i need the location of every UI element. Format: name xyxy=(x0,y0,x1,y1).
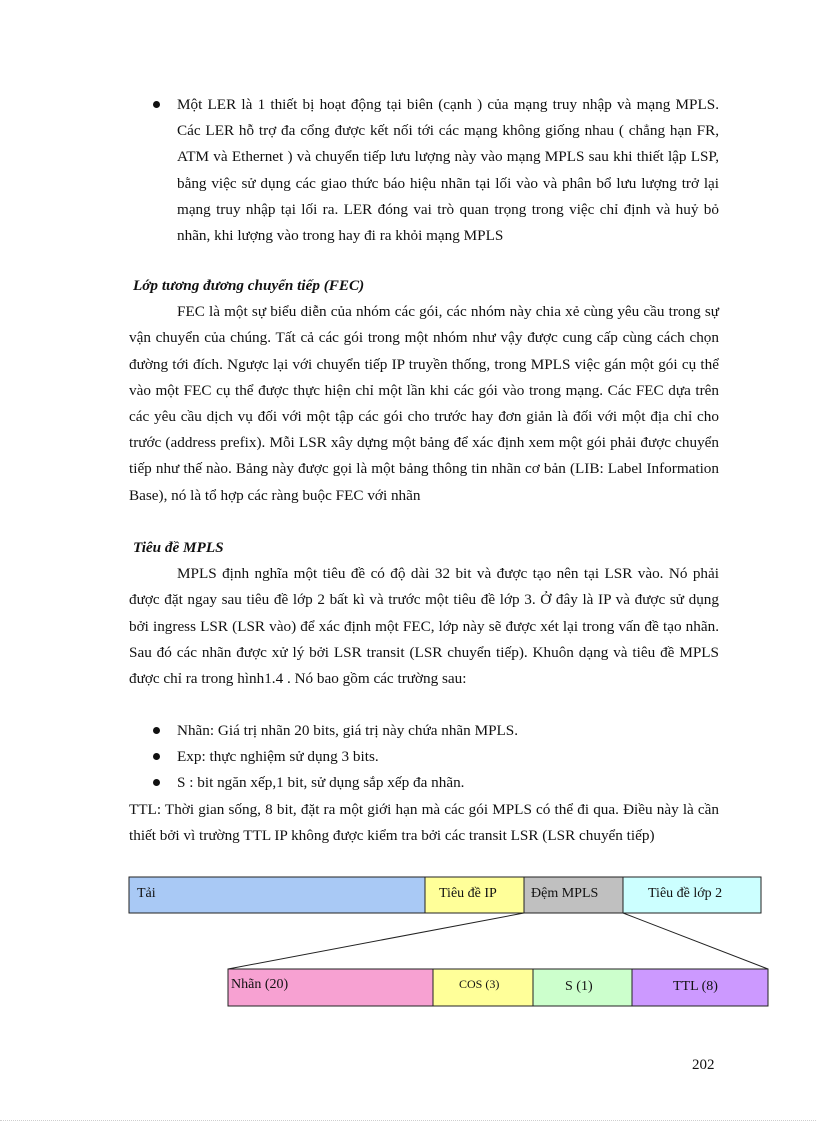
s-field-label: S (1) xyxy=(565,979,593,994)
field-bullet-text: S : bit ngăn xếp,1 bit, sử dụng sắp xếp đa nhãn. xyxy=(177,774,465,792)
ler-bullet-text: Một LER là 1 thiết bị hoạt động tại biên (cạnh ) của mạng truy nhập và mạng MPLS. Các LER hỗ trợ đa cổng được kết nối tới các mạng không giống nhau ( chẳng hạn FR, ATM và Ethernet ) và chuyển tiếp lưu lượng này vào mạng MPLS sau khi thiết lập LSP, bằng việc sử dụng các giao thức báo hiệu nhãn tại lối vào và phân bổ lưu lượng trở lại mạng truy nhập tại lối ra. LER đóng vai trò quan trọng trong việc chỉ định và huỷ bỏ nhãn, khi lượng vào trong hay đi ra khỏi mạng MPLS xyxy=(177,96,719,245)
mpls-paragraph: MPLS định nghĩa một tiêu đề có độ dài 32 bit và được tạo nên tại LSR vào. Nó phải được đặt ngay sau tiêu đề lớp 2 bất kì và trước một tiêu đề lớp 3. Ở đây là IP và được sử dụng bởi ingress LSR (LSR vào) để xác định một FEC, lớp này sẽ được xét lại trong vấn đề tạo nhãn. Sau đó các nhãn được xử lý bởi LSR transit (LSR chuyển tiếp). Khuôn dạng và tiêu đề MPLS được chỉ ra trong hình1.4 . Nó bao gồm các trường sau: xyxy=(129,565,719,688)
packet-row xyxy=(129,877,761,913)
ttl-field-label: TTL (8) xyxy=(673,979,718,994)
cos-field-label: COS (3) xyxy=(459,977,500,991)
footer-divider xyxy=(0,1120,816,1121)
payload-label: Tải xyxy=(137,886,156,901)
page-number: 202 xyxy=(692,1057,715,1073)
field-bullet-text: Nhãn: Giá trị nhãn 20 bits, giá trị này chứa nhãn MPLS. xyxy=(177,722,519,739)
expand-line-right xyxy=(623,913,768,969)
payload-box xyxy=(129,877,425,913)
mpls-heading: Tiêu đề MPLS xyxy=(133,539,224,556)
ip-header-label: Tiêu đề IP xyxy=(439,886,497,901)
fec-paragraph: FEC là một sự biểu diễn của nhóm các gói, các nhóm này chia xẻ cùng yêu cầu trong sự vận chuyển của chúng. Tất cả các gói trong một nhóm như vậy được cung cấp cùng cách chọn đường tới đích. Ngược lại với chuyển tiếp IP truyền thống, trong MPLS việc gán một gói cụ thể vào một FEC cụ thể được thực hiện chỉ một lần khi các gói vào trong mạng. Các FEC dựa trên các yêu cầu dịch vụ đối với một tập các gói cho trước hay đơn giản là đối với một địa chỉ cho trước (address prefix). Mỗi LSR xây dựng một bảng để xác định xem một gói phải được chuyển tiếp như thế nào. Bảng này được gọi là một bảng thông tin nhãn cơ bản (LIB: Label Information Base), nó là tổ hợp các ràng buộc FEC với nhãn xyxy=(129,303,719,504)
ttl-paragraph: TTL: Thời gian sống, 8 bit, đặt ra một giới hạn mà các gói MPLS có thể đi qua. Điều này là cần thiết bởi vì trường TTL IP không được kiểm tra bởi các transit LSR (LSR chuyển tiếp) xyxy=(129,800,719,844)
fec-heading: Lớp tương đương chuyển tiếp (FEC) xyxy=(133,277,365,294)
label-field-label: Nhãn (20) xyxy=(231,977,289,992)
expansion-lines xyxy=(228,913,768,969)
layer2-header-label: Tiêu đề lớp 2 xyxy=(648,886,723,901)
field-bullet-text: Exp: thực nghiệm sử dụng 3 bits. xyxy=(177,748,379,766)
mpls-fields-row xyxy=(228,969,768,1006)
mpls-shim-label: Đệm MPLS xyxy=(531,886,599,901)
expand-line-left xyxy=(228,913,524,969)
